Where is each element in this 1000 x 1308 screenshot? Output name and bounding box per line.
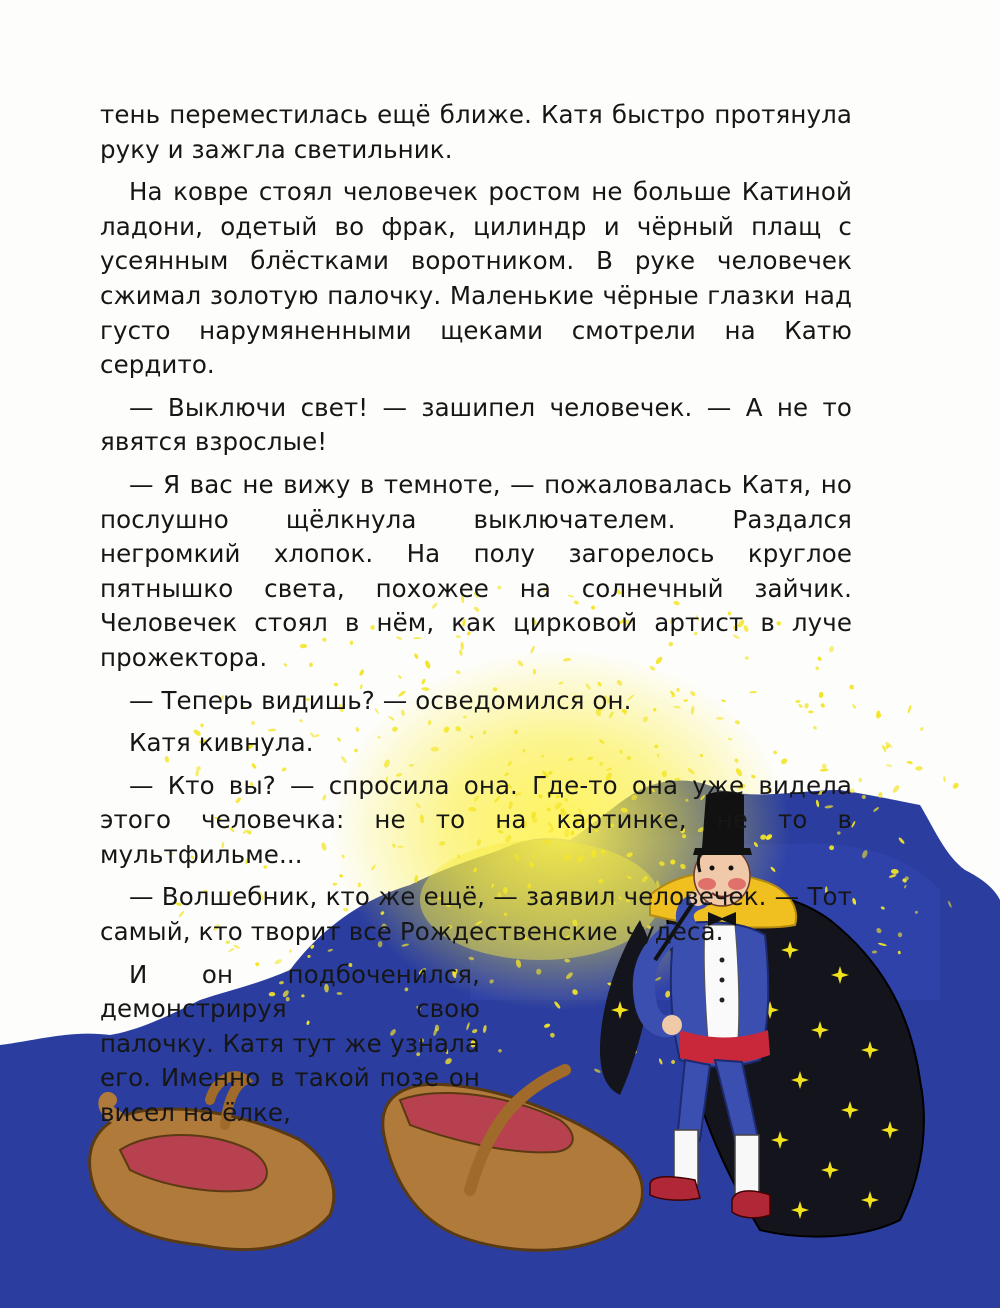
story-text [100,98,852,1131]
paragraph-3: — Выключи свет! — зашипел человечек. — А не то явятся взрослые! [100,392,852,457]
paragraph-4: — Я вас не вижу в темноте, — пожаловалась Катя, но послушно щёлкнула выключателем. Раздался негромкий хлопок. На полу загорелось круглое пятнышко света, похожее на солнечный зайчик. Человечек стоял в нём, как цирковой артист в луче прожектора. [100,469,852,672]
paragraph-6: Катя кивнула. [129,728,314,758]
paragraph-1: тень переместилась ещё ближе. Катя быстро протянула руку и зажгла светильник. [100,100,852,164]
paragraph-2: На ковре стоял человечек ростом не больше Катиной ладони, одетый во фрак, цилиндр и чёрный плащ с усеянным блёстками воротником. В руке человечек сжимал золотую палочку. Маленькие чёрные глазки над густо нарумяненными щеками смотрели на Катю сердито. [100,177,852,380]
paragraph-8: — Волшебник, кто же ещё, — заявил человечек. — Тот самый, кто творит все Рождественские чудеса. [100,882,852,947]
paragraph-5: — Теперь видишь? — осведомился он. [129,685,632,715]
paragraph-9: И он подбоченился, демонстрируя свою палочку. Катя тут же узнала его. Именно в такой позе он висел на ёлке, [100,959,480,1128]
paragraph-7: — Кто вы? — спросила она. Где-то она уже видела этого человечка: не то на картинке, не то в мультфильме... [100,770,852,869]
